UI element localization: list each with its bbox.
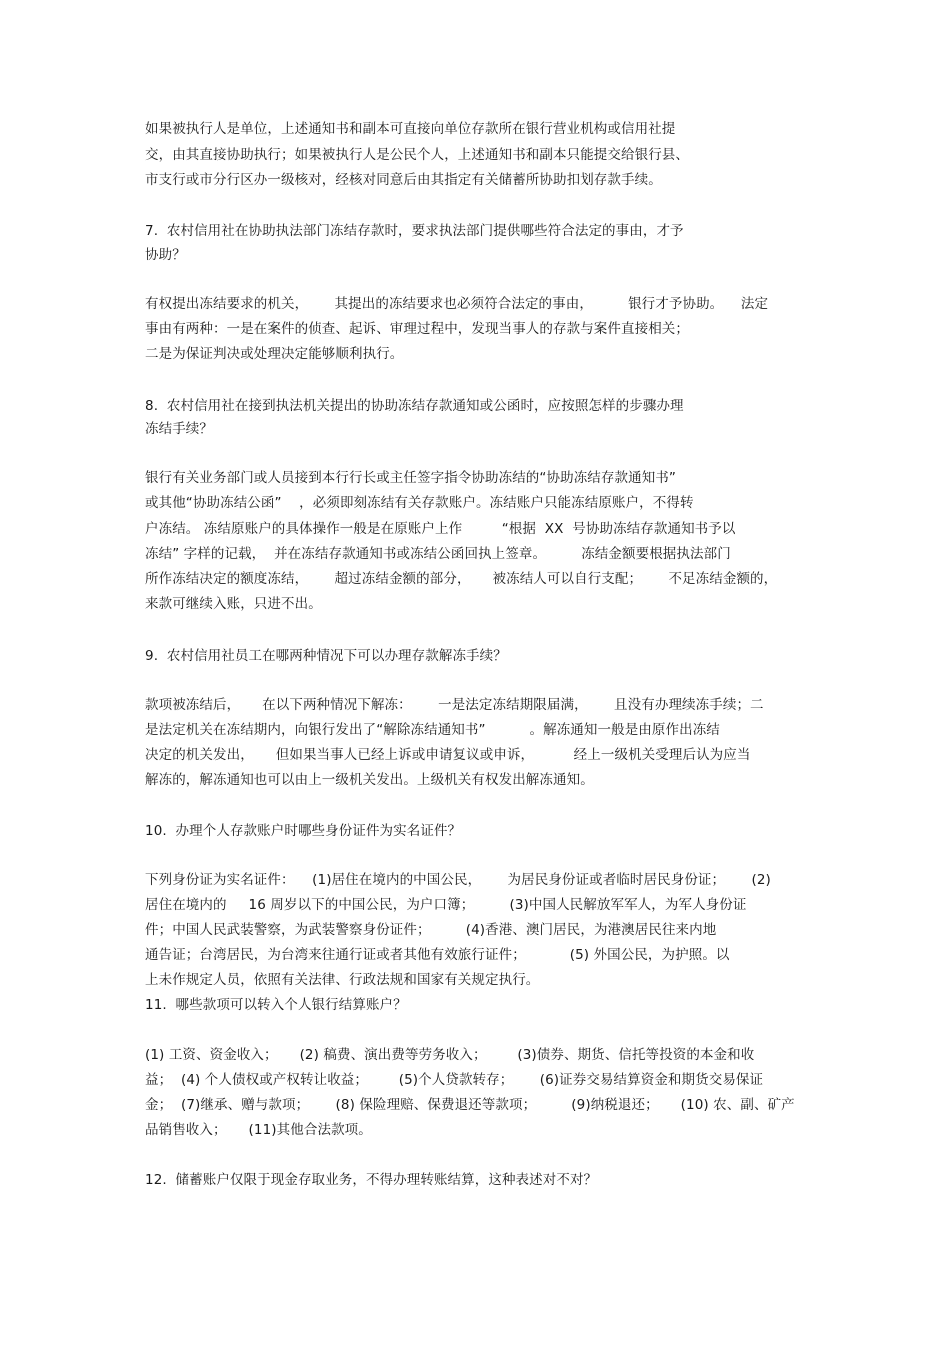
paragraph-line: 有权提出冻结要求的机关， 其提出的冻结要求也必须符合法定的事由， 银行才予协助。 法定 xyxy=(145,296,769,312)
question-heading: 协助？ xyxy=(145,247,186,263)
paragraph-line: 冻结” 字样的记载， 并在冻结存款通知书或冻结公函回执上签章。 冻结金额要根据执法部门 xyxy=(145,546,731,562)
paragraph-line: 是法定机关在冻结期内，向银行发出了“解除冻结通知书” 。解冻通知一般是由原作出冻结 xyxy=(145,722,720,738)
paragraph-line: 金； (7)继承、赠与款项； (8) 保险理赔、保费退还等款项； (9)纳税退还； (10) 农、副、矿产 xyxy=(145,1097,795,1113)
question-heading: 11. 哪些款项可以转入个人银行结算账户？ xyxy=(145,997,407,1013)
paragraph-line: 或其他“协助冻结公函” ，必须即刻冻结有关存款账户。冻结账户只能冻结原账户，不得转 xyxy=(145,495,694,511)
paragraph-line: 件；中国人民武装警察，为武装警察身份证件； (4)香港、澳门居民，为港澳居民往来内地 xyxy=(145,922,717,938)
paragraph-line: 银行有关业务部门或人员接到本行行长或主任签字指令协助冻结的“协助冻结存款通知书” xyxy=(145,470,676,486)
paragraph-line: 户冻结。 冻结原账户的具体操作一般是在原账户上作 “根据 XX 号协助冻结存款通知书予以 xyxy=(145,521,736,537)
paragraph-line: (1) 工资、资金收入； (2) 稿费、演出费等劳务收入； (3)债券、期货、信托等投资的本金和收 xyxy=(145,1047,755,1063)
paragraph-line: 交，由其直接协助执行；如果被执行人是公民个人，上述通知书和副本只能提交给银行县、 xyxy=(145,147,689,163)
paragraph-line: 款项被冻结后， 在以下两种情况下解冻： 一是法定冻结期限届满， 且没有办理续冻手续；二 xyxy=(145,697,764,713)
paragraph-line: 下列身份证为实名证件： (1)居住在境内的中国公民， 为居民身份证或者临时居民身份证； (2) xyxy=(145,872,771,888)
question-heading: 冻结手续？ xyxy=(145,421,213,437)
paragraph-line: 决定的机关发出， 但如果当事人已经上诉或申请复议或申诉， 经上一级机关受理后认为应当 xyxy=(145,747,751,763)
paragraph-line: 上未作规定人员，依照有关法律、行政法规和国家有关规定执行。 xyxy=(145,972,540,988)
paragraph-line: 事由有两种：一是在案件的侦查、起诉、审理过程中，发现当事人的存款与案件直接相关； xyxy=(145,321,689,337)
question-heading: 7. 农村信用社在协助执法部门冻结存款时，要求执法部门提供哪些符合法定的事由，才予 xyxy=(145,223,684,239)
paragraph-line: 益； (4) 个人债权或产权转让收益； (5)个人贷款转存； (6)证券交易结算资金和期货交易保证 xyxy=(145,1072,764,1088)
paragraph-line: 品销售收入； (11)其他合法款项。 xyxy=(145,1122,372,1138)
paragraph-line: 通告证；台湾居民，为台湾来往通行证或者其他有效旅行证件； (5) 外国公民，为护照。以 xyxy=(145,947,730,963)
question-heading: 8. 农村信用社在接到执法机关提出的协助冻结存款通知或公函时，应按照怎样的步骤办理 xyxy=(145,398,684,414)
paragraph-line: 来款可继续入账，只进不出。 xyxy=(145,596,322,612)
question-heading: 12. 储蓄账户仅限于现金存取业务，不得办理转账结算，这种表述对不对？ xyxy=(145,1172,598,1188)
question-heading: 9. 农村信用社员工在哪两种情况下可以办理存款解冻手续？ xyxy=(145,648,507,664)
question-heading: 10. 办理个人存款账户时哪些身份证件为实名证件？ xyxy=(145,823,462,839)
paragraph-line: 二是为保证判决或处理决定能够顺利执行。 xyxy=(145,346,404,362)
paragraph-line: 所作冻结决定的额度冻结， 超过冻结金额的部分， 被冻结人可以自行支配； 不足冻结金额的， xyxy=(145,571,778,587)
paragraph-line: 如果被执行人是单位，上述通知书和副本可直接向单位存款所在银行营业机构或信用社提 xyxy=(145,121,676,137)
paragraph-line: 解冻的，解冻通知也可以由上一级机关发出。上级机关有权发出解冻通知。 xyxy=(145,772,594,788)
paragraph-line: 市支行或市分行区办一级核对，经核对同意后由其指定有关储蓄所协助扣划存款手续。 xyxy=(145,172,662,188)
paragraph-line: 居住在境内的 16 周岁以下的中国公民，为户口簿； (3)中国人民解放军军人，为军人身份证 xyxy=(145,897,747,913)
